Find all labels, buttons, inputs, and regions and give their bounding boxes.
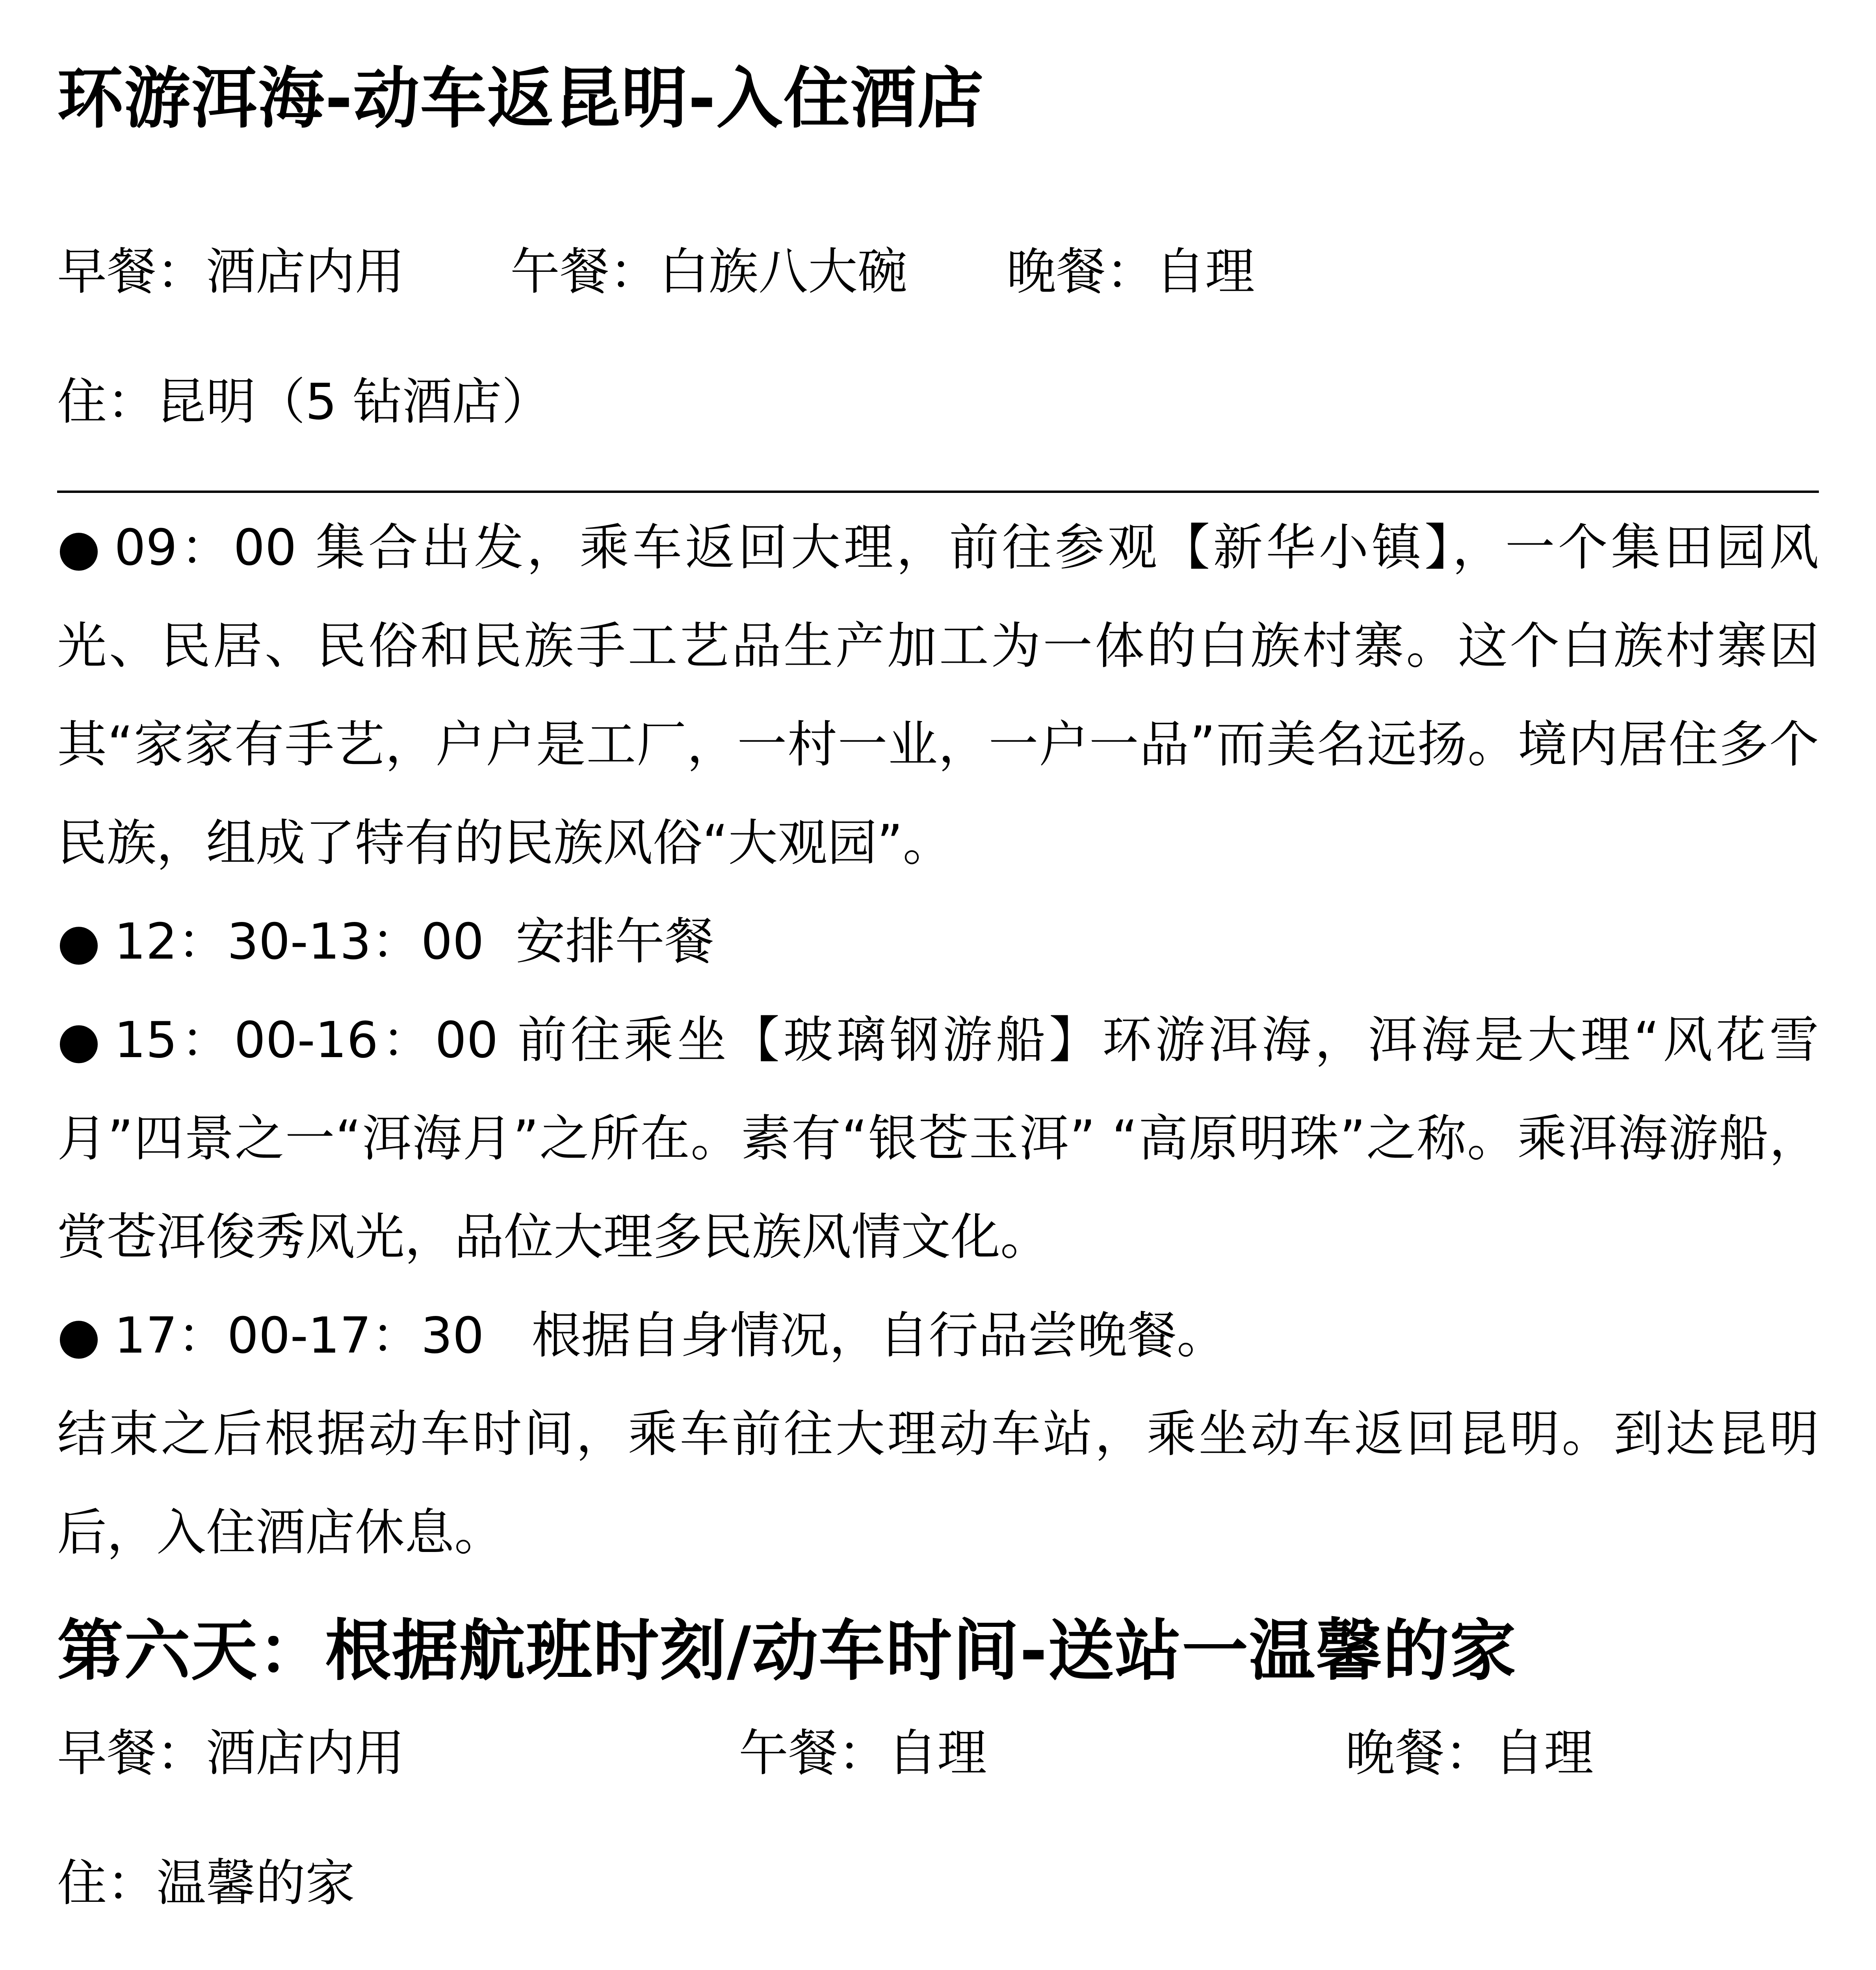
- bullet-icon: ●: [57, 519, 100, 576]
- bullet-icon: ●: [57, 1011, 100, 1069]
- bullet-icon: ●: [57, 913, 100, 970]
- day5-item-1: [57, 498, 1819, 892]
- day5-lunch: 午餐：白族八大碗: [510, 243, 907, 301]
- day5-item-3: [57, 991, 1819, 1286]
- day5-divider: [57, 491, 1819, 493]
- day5-item-4-text: 17：00-17：30 根据自身情况，自行品尝晚餐。: [114, 1307, 1226, 1364]
- day5-breakfast: 早餐：酒店内用: [57, 243, 405, 301]
- day5-item-1-text: 09：00 集合出发，乘车返回大理，前往参观【新华小镇】，一个集田园风光、民居、民俗和民族手工艺品生产加工为一体的白族村寨。这个白族村寨因其“家家有手艺，户户是工厂，一村一业，一户一品”而美名远扬。境内居住多个民族，组成了特有的民族风俗“大观园”。: [57, 519, 1819, 872]
- day6-title: 第六天：根据航班时刻/动车时间-送站一温馨的家: [57, 1612, 1517, 1689]
- day5-stay: 住：昆明（5 钻酒店）: [57, 373, 552, 431]
- day5-item-2: [57, 892, 1819, 991]
- day5-item-4: [57, 1286, 1819, 1385]
- day6-lunch: 午餐：自理: [739, 1724, 987, 1782]
- day5-body: [57, 498, 1819, 1582]
- day5-dinner: 晚餐：自理: [1007, 243, 1255, 301]
- day5-item-2-text: 12：30-13：00 安排午餐: [114, 913, 714, 970]
- day6-breakfast: 早餐：酒店内用: [57, 1724, 405, 1782]
- day5-meals: [57, 240, 1255, 303]
- day5-closing: 结束之后根据动车时间，乘车前往大理动车站，乘坐动车返回昆明。到达昆明后，入住酒店休息。: [57, 1405, 1819, 1561]
- bullet-icon: ●: [57, 1307, 100, 1364]
- day5-title: 环游洱海-动车返昆明-入住酒店: [57, 60, 984, 137]
- day5-item-3-text: 15：00-16：00 前往乘坐【玻璃钢游船】环游洱海，洱海是大理“风花雪月”四景之一“洱海月”之所在。素有“银苍玉洱” “高原明珠”之称。乘洱海游船，赏苍洱俊秀风光，品位大理多民族风情文化。: [57, 1011, 1819, 1266]
- day6-meals: [57, 1722, 1594, 1785]
- day6-stay: 住：温馨的家: [57, 1854, 355, 1912]
- day6-dinner: 晚餐：自理: [1345, 1724, 1594, 1782]
